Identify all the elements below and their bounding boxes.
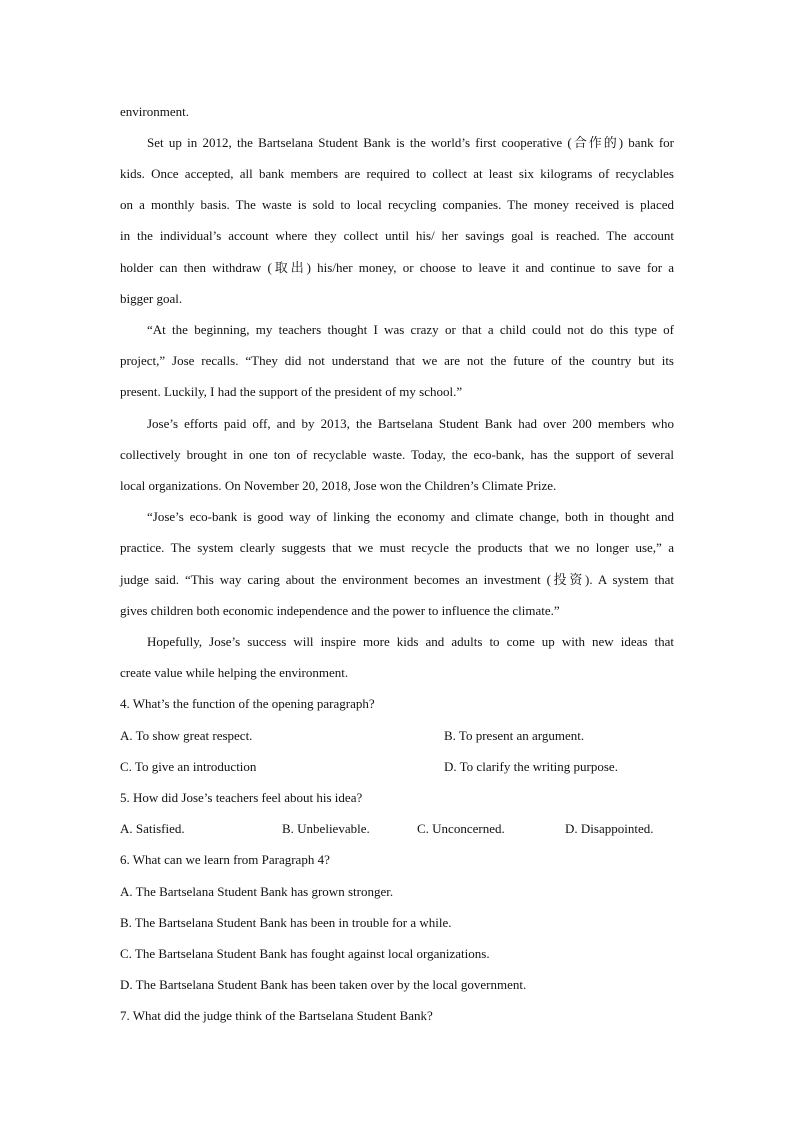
passage-line: judge said. “This way caring about the environment becomes an investment (投资). A system that	[120, 572, 674, 587]
passage-line: Hopefully, Jose’s success will inspire more kids and adults to come up with new ideas that	[147, 634, 674, 649]
option-c: C. Unconcerned.	[417, 821, 505, 836]
passage-line: kids. Once accepted, all bank members are required to collect at least six kilograms of recyclables	[120, 166, 674, 181]
passage-line: Jose’s efforts paid off, and by 2013, the Bartselana Student Bank had over 200 members who	[147, 416, 674, 431]
option-b: B. To present an argument.	[444, 728, 585, 743]
option-a: A. To show great respect.	[120, 728, 253, 743]
option-d: D. To clarify the writing purpose.	[444, 759, 618, 774]
passage-line: project,” Jose recalls. “They did not understand that we are not the future of the country but its	[120, 353, 674, 368]
passage-line: practice. The system clearly suggests that we must recycle the products that we no longer use,” a	[120, 540, 674, 555]
option-a: A. Satisfied.	[120, 821, 185, 836]
passage-line: in the individual’s account where they collect until his/ her savings goal is reached. The account	[120, 228, 674, 243]
option-d: D. Disappointed.	[565, 821, 654, 836]
option-b: B. The Bartselana Student Bank has been in trouble for a while.	[120, 915, 452, 930]
passage-line: create value while helping the environment.	[120, 665, 349, 680]
question-stem: 5. How did Jose’s teachers feel about his idea?	[120, 790, 363, 805]
question-stem: 4. What’s the function of the opening paragraph?	[120, 696, 375, 711]
passage-line: present. Luckily, I had the support of the president of my school.”	[120, 384, 463, 399]
question-stem: 7. What did the judge think of the Bartselana Student Bank?	[120, 1008, 433, 1023]
passage-line: gives children both economic independence and the power to influence the climate.”	[120, 603, 560, 618]
option-b: B. Unbelievable.	[282, 821, 370, 836]
passage-line: collectively brought in one ton of recyclable waste. Today, the eco-bank, has the support of several	[120, 447, 674, 462]
passage-line: “At the beginning, my teachers thought I was crazy or that a child could not do this type of	[147, 322, 674, 337]
option-c: C. The Bartselana Student Bank has fought against local organizations.	[120, 946, 490, 961]
option-a: A. The Bartselana Student Bank has grown stronger.	[120, 884, 394, 899]
passage-line: “Jose’s eco-bank is good way of linking the economy and climate change, both in thought and	[147, 509, 674, 524]
passage-line: local organizations. On November 20, 2018, Jose won the Children’s Climate Prize.	[120, 478, 557, 493]
passage-line: bigger goal.	[120, 291, 183, 306]
option-d: D. The Bartselana Student Bank has been taken over by the local government.	[120, 977, 527, 992]
option-c: C. To give an introduction	[120, 759, 257, 774]
passage-line: environment.	[120, 104, 189, 119]
passage-line: holder can then withdraw (取出) his/her money, or choose to leave it and continue to save for a	[120, 260, 674, 275]
passage-line: Set up in 2012, the Bartselana Student Bank is the world’s first cooperative (合作的) bank for	[147, 135, 674, 150]
question-stem: 6. What can we learn from Paragraph 4?	[120, 852, 330, 867]
passage-line: on a monthly basis. The waste is sold to local recycling companies. The money received is placed	[120, 197, 674, 212]
